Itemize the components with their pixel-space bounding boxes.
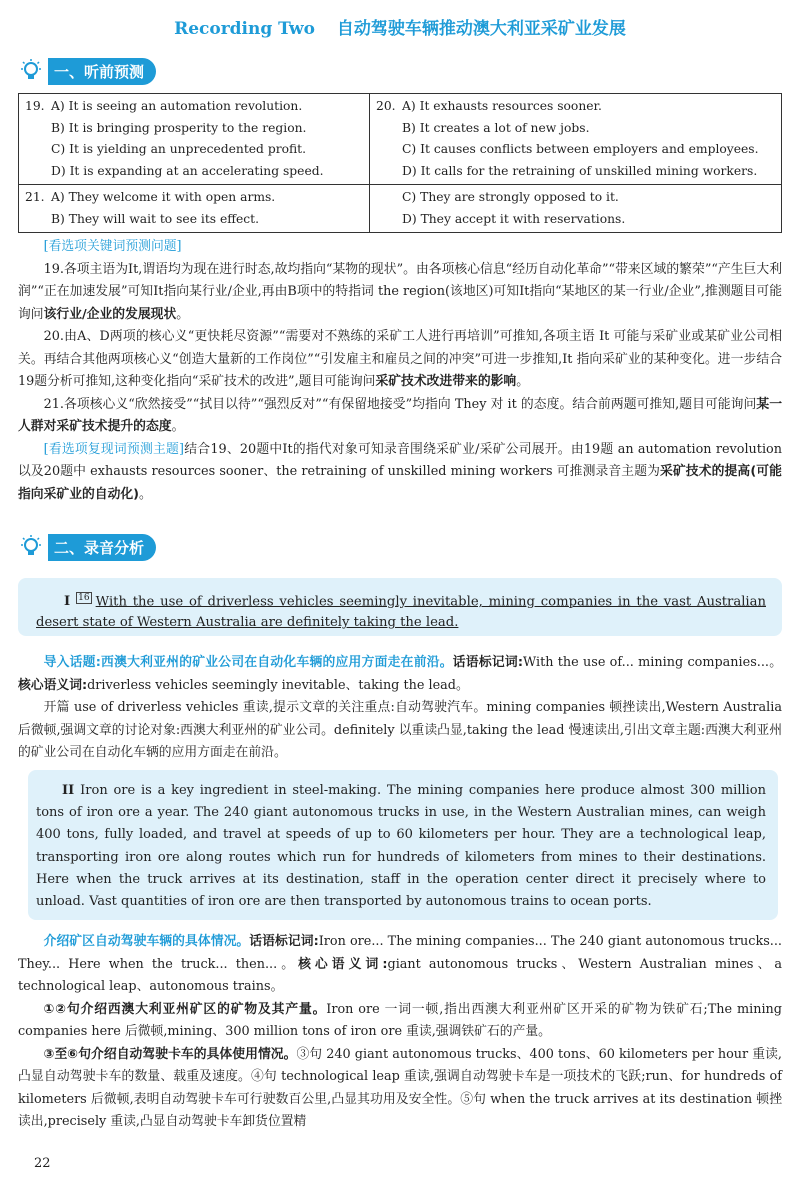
method-tag: [看选项关键词预测问题] (43, 239, 182, 254)
question-19 (19, 94, 370, 185)
page-number: 22 (34, 1156, 51, 1171)
transcript-2: II Iron ore is a key ingredient in steel-making. The mining companies here produce almost 300 million tons of iron ore a year. The 240 giant autonomous trucks in use, in the Western Australian mines, can weigh 400 tons, fully loaded, and travel at speeds of up to 60 kilometers per hour. They are a technological leap, transporting iron ore along routes which run for hundreds of kilometers from mines to their destinations. Here when the truck arrives at its destination, staff in the operation center direct it precisely where to unload. Vast quantities of iron ore are then transported by autonomous trains to ocean ports. (36, 783, 766, 910)
option: C) It causes conflicts between employers and employees. (402, 142, 759, 156)
question-20 (370, 94, 782, 185)
section-header-analysis (18, 534, 156, 560)
section-label: 一、听前预测 (48, 58, 156, 85)
title-english: Recording Two (174, 19, 315, 39)
question-21-left (19, 185, 370, 233)
question-number: 19. (25, 99, 45, 113)
option: B) It creates a lot of new jobs. (402, 120, 590, 135)
analysis-part-2: 介绍矿区自动驾驶车辆的具体情况。话语标记词:Iron ore... The mining companies... The 240 giant autonomous trucks... They... Here when the truck... then...。核心语义词:giant autonomous trucks、Western Australian mines、a technological leap、autonomous trains。 ①②句介绍西澳大利亚州矿区的矿物及其产量。Iron ore 一词一顿,指出西澳大利亚州矿区开采的矿物为铁矿石;The mining companies here 后微顿,mining、300 million tons of iron ore 重读,强调铁矿石的产量。 ③至⑥句介绍自动驾驶卡车的具体使用情况。③句 240 giant autonomous trucks、400 tons、60 kilometers per hour 重读,凸显自动驾驶卡车的数量、载重及速度。④句 technological leap 重读,强调自动驾驶卡车是一项技术的飞跃;run、for hundreds of kilometers 后微顿,表明自动驾驶卡车可行驶数百公里,凸显其功用及安全性。⑤句 when the truck arrives at its destination 顿挫读出,precisely 重读,凸显自动驾驶卡车卸货位置精 (18, 934, 783, 1129)
option: D) They accept it with reservations. (402, 211, 626, 226)
option: A) It is seeing an automation revolution. (51, 99, 303, 113)
option: A) They welcome it with open arms. (51, 190, 276, 204)
question-21-right (370, 185, 782, 233)
lightbulb-icon (18, 58, 44, 84)
section-label: 二、录音分析 (48, 534, 156, 561)
option: C) They are strongly opposed to it. (402, 190, 619, 204)
analysis-21: 21.各项核心义“欣然接受”“拭目以待”“强烈反对”“有保留地接受”均指向 They 对 it 的态度。结合前两题可推知,题目可能询问某一人群对采矿技术提升的态度。 (18, 396, 783, 434)
page-title (0, 14, 800, 39)
option: A) It exhausts resources sooner. (402, 99, 602, 113)
option: B) They will wait to see its effect. (51, 211, 260, 226)
title-chinese: 自动驾驶车辆推动澳大利亚采矿业发展 (336, 19, 626, 39)
option: C) It is yielding an unprecedented profit. (51, 142, 307, 156)
section-header-prediction (18, 58, 156, 84)
option: D) It is expanding at an accelerating speed. (51, 163, 324, 178)
question-number: 21. (25, 190, 45, 204)
analysis-part-1: 导入话题:西澳大利亚州的矿业公司在自动化车辆的应用方面走在前沿。话语标记词:With the use of... mining companies...。核心语义词:driverless vehicles seemingly inevitable、taking the lead。 开篇 use of driverless vehicles 重读,提示文章的关注重点:自动驾驶汽车。mining companies 顿挫读出,Western Australia 后微顿,强调文章的讨论对象:西澳大利亚州的矿业公司。definitely 以重读凸显,taking the lead 慢速读出,引出文章主题:西澳大利亚州的矿业公司在自动化车辆的应用方面走在前沿。 (18, 655, 782, 760)
lightbulb-icon (18, 534, 44, 560)
analysis-20: 20.由A、D两项的核心义“更快耗尽资源”“需要对不熟练的采矿工人进行再培训”可推知,各项主语 It 可能与采矿业或某矿业公司相关。再结合其他两项核心义“创造大量新的工作岗位”“引发雇主和雇员之间的冲突”可进一步推知,It 指向采矿业的某种变化。进一步结合19题分析可推知,这种变化指向“采矿技术的改进”,题目可能询问采矿技术改进带来的影响。 (18, 329, 782, 389)
theme-prediction: [看选项复现词预测主题]结合19、20题中It的指代对象可知录音围绕采矿业/采矿公司展开。由19题 an automation revolution 以及20题中 exhausts resources sooner、the retraining of unskilled mining workers 可推测录音主题为采矿技术的提高(可能指向采矿业的自动化)。 (18, 441, 782, 502)
analysis-19: 19.各项主语为It,谓语均为现在进行时态,故均指向“某物的现状”。由各项核心信息“经历自动化革命”“带来区域的繁荣”“产生巨大利润”“正在加速发展”可知It指向某行业/企业,再由B项中的特指词 the region(该地区)可知It指向“某地区的某一行业/企业”,推测题目可能询问该行业/企业的发展现状。 (18, 261, 782, 322)
prediction-analysis (18, 236, 782, 506)
option: B) It is bringing prosperity to the region. (51, 120, 307, 135)
transcript-1: I $^{16}$ With the use of driverless vehicles seemingly inevitable, mining companies in the vast Australian desert state of Western Australia are definitely taking the lead. (36, 593, 766, 631)
option: D) It calls for the retraining of unskilled mining workers. (402, 163, 758, 178)
question-number: 20. (376, 99, 396, 113)
options-table (18, 93, 782, 233)
